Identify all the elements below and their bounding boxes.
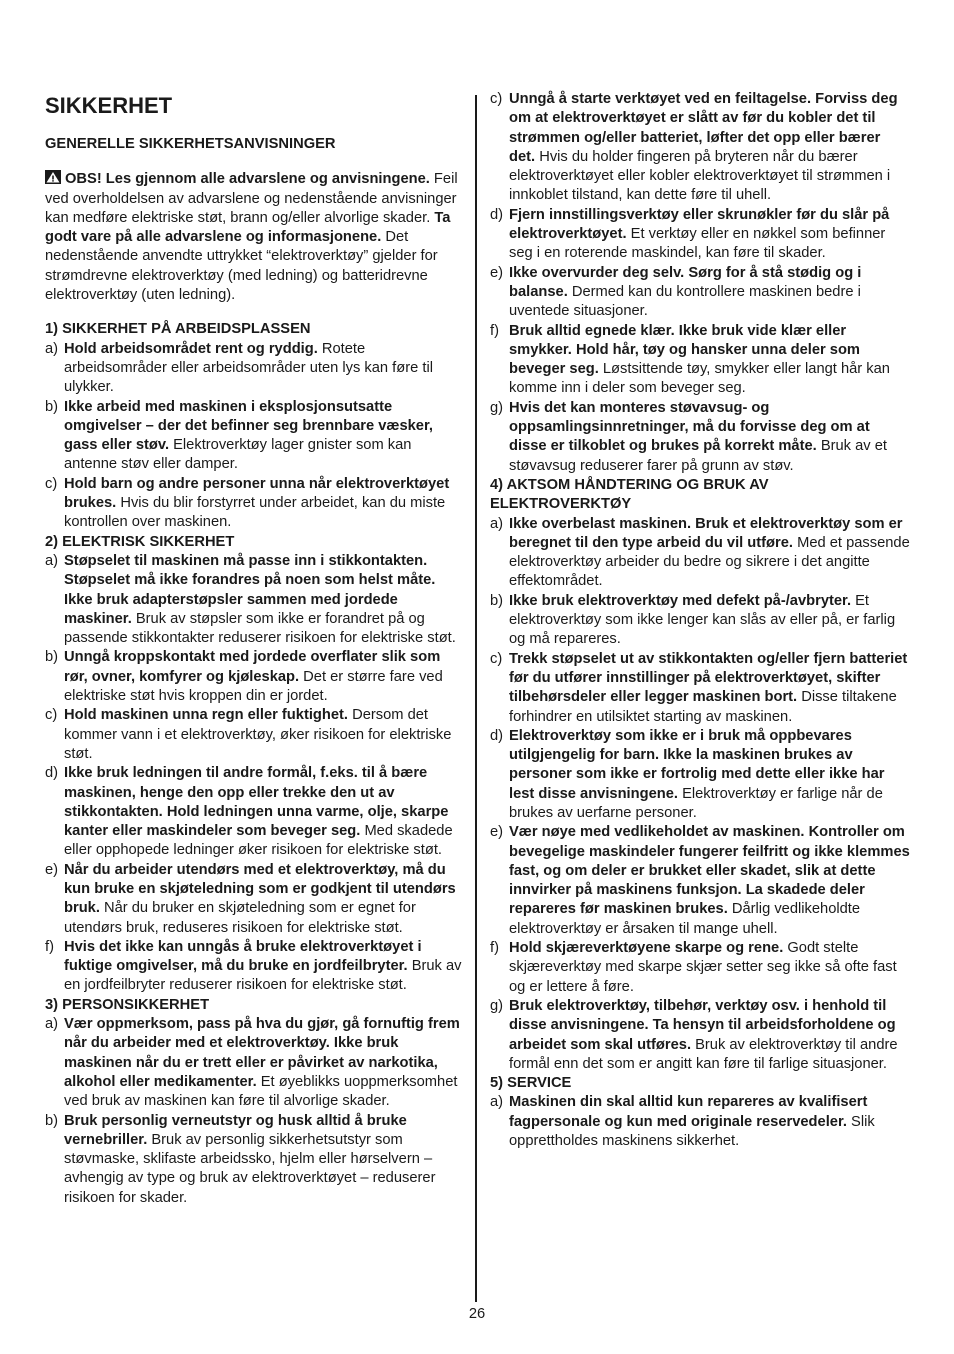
list-item: [490, 592, 910, 650]
item-text: Elektroverktøy er farlige når de brukes av uerfarne personer.: [509, 785, 883, 821]
section-heading: 2) ELEKTRISK SIKKERHET: [45, 533, 235, 550]
intro-bold-1: OBS! Les gjennom alle advarslene og anvisningene.: [65, 171, 430, 188]
list-item: [490, 399, 910, 476]
section-heading: 3) PERSONSIKKERHET: [45, 996, 210, 1013]
item-bold: Fjern innstillingsverktøy eller skrunøkler før du slår på elektroverktøyet.: [509, 206, 890, 243]
item-letter: e): [490, 824, 504, 841]
item-bold: Bruk elektroverktøy, tilbehør, verktøy osv. i henhold til disse anvisningene. Ta hensyn til arbeidsforholdene og arbeidet som skal utføres.: [509, 997, 896, 1053]
section-5: [490, 1074, 910, 1151]
section-1: [45, 320, 465, 532]
item-letter: a): [45, 340, 59, 357]
item-bold: Hold arbeidsområdet rent og ryddig.: [64, 340, 318, 357]
item-text: Bruk av personlig sikkerhetsutstyr som støvmaske, sklifaste arbeidssko, hjelm eller hørselvern – avhengig av type og bruk av elektroverktøyet – reduserer risikoen for skader.: [64, 1131, 436, 1206]
list-item: [45, 475, 465, 533]
item-letter: c): [490, 91, 503, 107]
item-bold: Hvis det ikke kan unngås å bruke elektroverktøyet i fuktige omgivelser, må du bruke en jordfeilbryter.: [64, 938, 422, 975]
item-bold: Hold skjæreverktøyene skarpe og rene.: [509, 940, 784, 957]
item-text: Når du bruker en skjøteledning som er egnet for utendørs bruk, reduseres risikoen for elektriske støt.: [64, 900, 416, 936]
item-letter: e): [490, 264, 504, 281]
item-letter: g): [490, 399, 504, 416]
section-2: [45, 533, 465, 996]
section-heading: 4) AKTSOM HÅNDTERING OG BRUK AV ELEKTROVERKTØY: [490, 476, 769, 513]
item-letter: a): [45, 1016, 59, 1033]
item-text: Et elektroverktøy som ikke lenger kan slås av eller på, er farlig og må repareres.: [509, 592, 896, 648]
list-item: [45, 764, 465, 860]
item-bold: Ikke arbeid med maskinen i eksplosjonsutsatte omgivelser – der det befinner seg brennbare væsker, gass eller støv.: [64, 398, 433, 454]
item-letter: b): [490, 592, 504, 609]
item-text: Bruk av en jordfeilbryter reduserer risikoen for elektriske støt.: [64, 958, 462, 994]
item-letter: a): [490, 515, 504, 532]
intro-text-1: Feil ved overholdelsen av advarslene og nedenstående anvisninger kan medføre elektriske støt, brann og/eller alvorlige skader.: [45, 171, 458, 226]
item-text: Dermed kan du kontrollere maskinen bedre i uventede situasjoner.: [509, 283, 861, 320]
column-divider: [475, 95, 477, 1302]
item-letter: c): [45, 707, 58, 724]
item-bold: Maskinen din skal alltid kun repareres av kvalifisert fagpersonale og kun med originale reservedeler.: [509, 1094, 868, 1130]
warning-triangle-icon: [45, 170, 61, 184]
item-text: Dårlig vedlikeholdte elektroverktøy er årsaken til mange uhell.: [509, 901, 861, 937]
section-subtitle: GENERELLE SIKKERHETSANVISNINGER: [45, 136, 336, 152]
item-bold: Bruk alltid egnede klær. Ikke bruk vide klær eller smykker. Hold hår, tøy og hansker unna deler som beveger seg.: [509, 322, 860, 378]
list-item: [490, 727, 910, 823]
item-bold: Unngå å starte verktøyet ved en feiltagelse. Forviss deg om at elektroverktøyet er slått av før du kobler det til strømmen og/eller batteriet, løfter det opp eller bærer det.: [509, 91, 898, 165]
item-bold: Unngå kroppskontakt med jordede overflater slik som rør, ovner, komfyrer og kjøleskap.: [64, 649, 441, 685]
section-heading: 1) SIKKERHET PÅ ARBEIDSPLASSEN: [45, 321, 311, 338]
item-bold: Bruk personlig verneutstyr og husk alltid å bruke vernebriller.: [64, 1112, 407, 1148]
item-bold: Ikke bruk ledningen til andre formål, f.eks. til å bære maskinen, henge den opp eller trekke den ut av stikkontakten. Hold ledningen unna varme, olje, skarpe kanter eller maskindeler som beveger seg.: [64, 765, 449, 840]
item-text: Dersom det kommer vann i et elektroverktøy, øker risikoen for elektriske støt.: [64, 707, 452, 762]
item-bold: Vær oppmerksom, pass på hva du gjør, gå fornuftig frem når du arbeider med et elektroverktøy. Ikke bruk maskinen når du er trett eller er påvirket av narkotika, alkohol eller medikamenter.: [64, 1016, 460, 1090]
list-item: [490, 1093, 910, 1151]
item-text: Et verktøy eller en nøkkel som befinner seg i en roterende maskindel, kan føre til skader.: [509, 226, 886, 262]
item-letter: e): [45, 861, 59, 878]
item-letter: d): [45, 765, 59, 782]
section-3: [45, 996, 465, 1208]
item-text: Bruk av elektroverktøy til andre formål enn det som er angitt kan føre til farlige situasjoner.: [509, 1036, 898, 1072]
list-item: [490, 997, 910, 1074]
item-bold: Hold barn og andre personer unna når elektroverktøyet brukes.: [64, 475, 450, 512]
page-number: 26: [468, 1306, 486, 1322]
list-item: [45, 552, 465, 648]
intro-text-2: Det nedenstående anvendte uttrykket “elektroverktøy” gjelder for strømdrevne elektroverktøy (med ledning) og batteridrevne elektroverktøy (uten ledning).: [45, 229, 438, 304]
list-item: [45, 398, 465, 475]
item-letter: b): [45, 398, 59, 415]
list-item: [490, 206, 910, 264]
item-bold: Ikke bruk elektroverktøy med defekt på-/avbryter.: [509, 592, 852, 609]
item-text: Med skadede eller opphopede ledninger øker risikoen for elektriske støt.: [64, 823, 453, 859]
item-bold: Støpselet til maskinen må passe inn i stikkontakten. Støpselet må ikke forandres på noen som helst måte. Ikke bruk adapterstøpsler sammen med jordede maskiner.: [64, 552, 436, 627]
list-item: [490, 939, 910, 997]
list-item: [45, 1015, 465, 1111]
item-text: Bruk av støpsler som ikke er forandret på og passende stikkontakter reduserer risikoen for elektriske støt.: [64, 610, 456, 647]
list-item: [490, 650, 910, 727]
item-bold: Ikke overbelast maskinen. Bruk et elektroverktøy som er beregnet til den type arbeid du vil utføre.: [509, 515, 903, 551]
item-bold: Ikke overvurder deg selv. Sørg for å stå stødig og i balanse.: [509, 264, 862, 300]
item-letter: b): [45, 649, 59, 666]
item-letter: a): [490, 1094, 504, 1111]
list-item: [490, 90, 910, 206]
item-letter: g): [490, 997, 504, 1014]
page-title: SIKKERHET: [45, 93, 173, 118]
item-text: Løstsittende tøy, smykker eller langt hår kan komme inn i deler som beveger seg.: [509, 361, 890, 397]
item-text: Bruk av et støvavsug reduserer farer på grunn av støv.: [509, 438, 887, 474]
right-column: [490, 90, 910, 1151]
item-bold: Vær nøye med vedlikeholdet av maskinen. Kontroller om bevegelige maskindeler fungerer feilfritt og ikke klemmes fast, og om deler er brukket eller skadet, slik at dette innvirker på maskinens funksjon. La skadede deler repareres før maskinen brukes.: [509, 824, 910, 918]
item-text: Hvis du blir forstyrret under arbeidet, kan du miste kontrollen over maskinen.: [64, 495, 446, 531]
item-letter: d): [490, 206, 504, 223]
list-item: [490, 264, 910, 322]
item-text: Med et passende elektroverktøy arbeider du bedre og sikrere i det angitte effektområdet.: [509, 534, 910, 590]
item-bold: Hvis det kan monteres støvavsug- og oppsamlingsinnretninger, må du forvisse deg om at disse er tilkoblet og brukes på korrekt måte.: [509, 399, 870, 455]
intro-bold-2: Ta godt vare på alle advarslene og informasjonene.: [45, 209, 451, 246]
item-bold: Når du arbeider utendørs med et elektroverktøy, må du kun bruke en skjøteledning som er godkjent til utendørs bruk.: [64, 861, 456, 917]
item-bold: Hold maskinen unna regn eller fuktighet.: [64, 707, 349, 724]
list-item: [45, 340, 465, 398]
item-text: Elektroverktøy lager gnister som kan antenne støv eller damper.: [64, 437, 412, 473]
item-text: Rotete arbeidsområder eller arbeidsområder uten lys kan føre til ulykker.: [64, 340, 433, 396]
item-text: Disse tiltakene forhindrer en utilsiktet starting av maskinen.: [509, 689, 897, 725]
section-4: [490, 476, 910, 1074]
item-bold: Elektroverktøy som ikke er i bruk må oppbevares utilgjengelig for barn. Ikke la maskinen brukes av personer som ikke er fortrolig med dette eller ikke har lest disse anvisningene.: [509, 727, 885, 802]
list-item: [490, 515, 910, 592]
item-letter: c): [490, 650, 503, 667]
list-item: [45, 706, 465, 764]
intro-paragraph: [45, 170, 465, 305]
list-item: [45, 861, 465, 938]
item-letter: f): [490, 322, 499, 339]
item-letter: c): [45, 475, 58, 492]
item-letter: a): [45, 552, 59, 569]
item-text: Slik opprettholdes maskinens sikkerhet.: [509, 1113, 875, 1150]
item-letter: f): [490, 940, 499, 957]
item-text: Det er større fare ved elektriske støt hvis kroppen din er jordet.: [64, 668, 443, 705]
item-bold: Trekk støpselet ut av stikkontakten og/eller fjern batteriet før du utfører innstillinger på elektroverktøyet, skifter tilbehørsdeler eller legger maskinen bort.: [509, 650, 908, 706]
list-item: [490, 823, 910, 939]
section-3-continued: [490, 90, 910, 476]
list-item: [45, 1112, 465, 1208]
item-letter: b): [45, 1112, 59, 1129]
list-item: [490, 322, 910, 399]
item-letter: f): [45, 938, 54, 955]
item-letter: d): [490, 727, 504, 744]
list-item: [45, 648, 465, 706]
item-text: Et øyeblikks uoppmerksomhet ved bruk av maskinen kan føre til alvorlige skader.: [64, 1073, 458, 1110]
item-text: Hvis du holder fingeren på bryteren når du bærer elektroverktøyet eller kobler elektroverktøyet til strømmen i innkoblet tilstand, kan dette føre til uhell.: [509, 148, 891, 204]
item-text: Godt stelte skjæreverktøy med skarpe skjær setter seg ikke så ofte fast og er lettere å føre.: [509, 940, 897, 995]
left-column: [45, 90, 465, 1208]
list-item: [45, 938, 465, 996]
section-heading: 5) SERVICE: [490, 1075, 572, 1092]
